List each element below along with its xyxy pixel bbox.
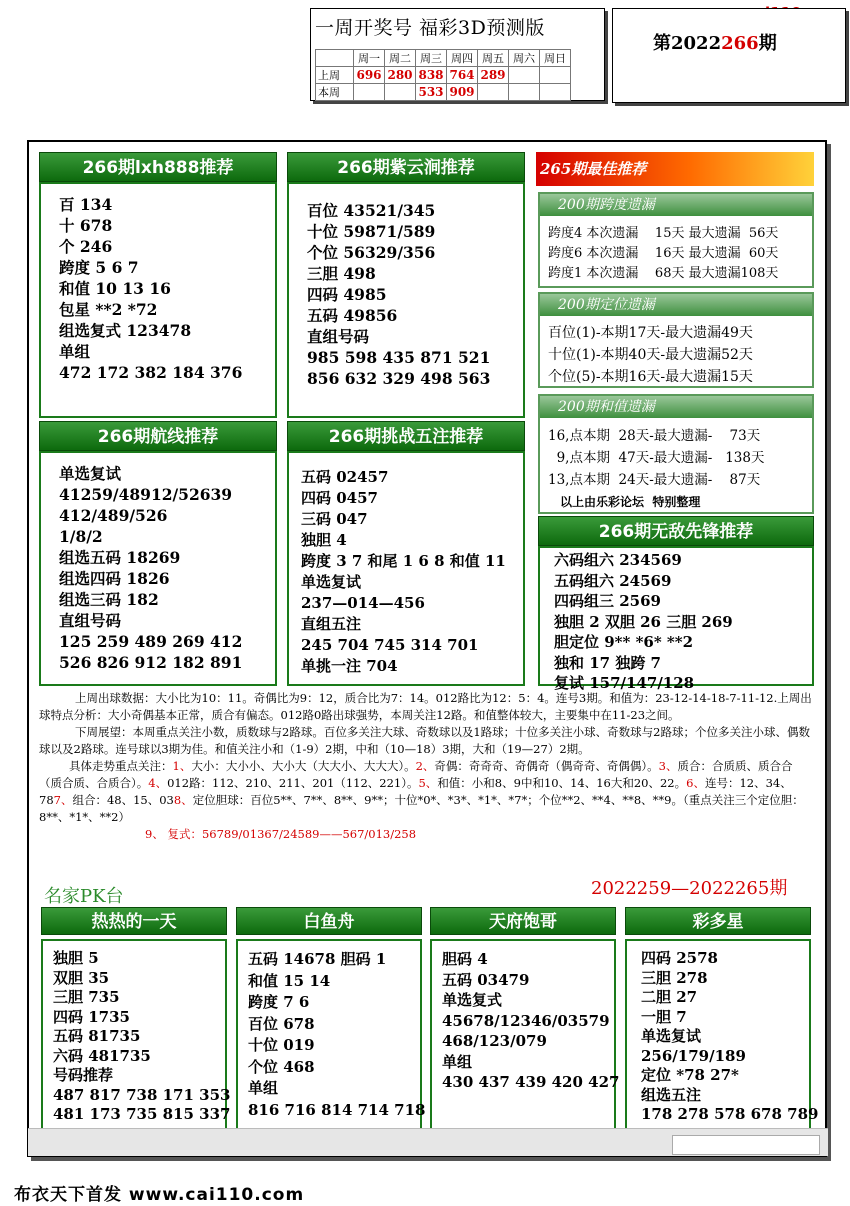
panel-hangxian [39,421,277,686]
notes-number: 3、 [658,759,678,773]
list-item: 816 716 814 714 718 [248,1100,426,1119]
pk-card-1 [41,907,231,1139]
list-item: 胆码 4 [442,950,488,968]
draw-cell: 696 [354,67,385,84]
panel-body [39,182,277,418]
list-item: 跨度 5 6 7 [59,258,139,277]
pk-card-3 [430,907,620,1139]
issue-number [653,29,777,55]
panel-title: 266期无敌先锋推荐 [538,516,814,546]
pk-section-title: 名家PK台 [44,886,124,907]
list-item: 五码 49856 [307,306,398,325]
list-item: 178 278 578 678 789 [641,1105,819,1123]
list-item: 组选四码 1826 [59,569,170,588]
source-note: 以上由乐彩论坛 特别整理 [560,495,701,509]
day-header: 周五 [478,50,509,67]
pk-card-lines [248,949,425,1121]
row-label: 上周 [316,67,354,84]
panel-lines [554,550,733,694]
list-item: 472 172 382 184 376 [59,363,243,382]
notes-paragraph-1: 上周出球数据：大小比为10：11。奇偶比为9：12，质合比为7：14。012路比为12：5：4。连号3期。和值为：23-12-14-18-7-11-12.上周出球特点分析：大小奇偶基本正常，质合有偏态。012路0路出球强势，本周关注12路。和值整体较大，主要集中在11-23之间。 [39,691,812,722]
notes-number: 8、 [173,793,193,807]
draw-cell: 764 [447,67,478,84]
list-item: 125 259 489 269 412 [59,632,243,651]
footer-text: 布衣天下首发 www.cai110.com [14,1185,305,1205]
pk-card-body [236,939,426,1139]
list-item: 单选复试 [59,464,122,483]
weekly-draw-table [315,49,571,101]
panel-lines [59,463,242,673]
list-item: 468/123/079 [442,1032,547,1050]
list-item: 十位 59871/589 [307,222,436,241]
list-item: 1/8/2 [59,527,103,546]
pk-card-title: 彩多星 [625,907,811,935]
list-item: 41259/48912/52639 [59,485,233,504]
notes-number: 5、 [418,776,438,790]
list-item: 481 173 735 815 337 [53,1105,231,1123]
list-item: 985 598 435 871 521 [307,348,491,367]
notes-text: 012路：112、210、211、201（112、221）。 [167,776,419,790]
panel-lines [307,200,490,389]
notes-number: 7、 [53,793,73,807]
draw-cell [540,84,571,101]
panel-body [287,182,525,418]
list-item: 单组 [442,1052,473,1071]
list-item: 复试 157/147/128 [554,674,695,692]
list-item: 组选复式 123478 [59,321,192,340]
list-item: 直组五注 [301,615,362,633]
table-header-row [316,50,571,67]
list-item: 独胆 4 [301,531,347,549]
list-item: 独和 17 独跨 7 [554,653,661,672]
list-item: 二胆 27 [641,988,698,1006]
list-item: 组选五码 18269 [59,548,181,567]
pk-card-body [430,939,620,1139]
dingwei-missing-title: 200期定位遗漏 [540,294,812,316]
pk-card-title: 热热的一天 [41,907,227,935]
notes-number: 6、 [686,776,705,790]
issue-num: 266 [721,33,759,54]
draw-cell: 838 [416,67,447,84]
panel-lines [301,467,506,677]
list-item: 个 246 [59,237,113,256]
panel-title: 266期lxh888推荐 [39,152,277,182]
day-header: 周四 [447,50,478,67]
list-item: 430 437 439 420 427 [442,1073,620,1091]
list-item: 十 678 [59,216,113,235]
best-recommend-title: 265期最佳推荐 [536,152,814,186]
list-item: 胆定位 9** *6* **2 [554,633,694,651]
list-item: 百位 43521/345 [307,201,436,220]
list-item: 五码 03479 [442,970,530,989]
list-item: 和值 10 13 16 [59,279,171,298]
table-row [316,67,571,84]
notes-text: 奇偶：奇奇奇、奇偶奇（偶奇奇、奇偶偶）。 [434,759,659,773]
hezhi-missing-title: 200期和值遗漏 [540,396,812,418]
pk-card-body [625,939,819,1139]
kuadu-missing-title: 200期跨度遗漏 [540,194,812,216]
day-header: 周二 [385,50,416,67]
list-item: 三胆 278 [641,968,708,987]
list-item: 个位 56329/356 [307,243,436,262]
pk-card-body [41,939,231,1139]
list-item: 单选复式 [442,991,503,1009]
list-item: 526 826 912 182 891 [59,653,243,672]
list-item: 六码组六 234569 [554,551,682,569]
list-item: 四码 4985 [307,285,387,304]
list-item: 单挑一注 704 [301,657,398,675]
list-item: 组选三码 182 [59,590,159,609]
issue-suffix: 期 [758,33,777,54]
day-header: 周日 [540,50,571,67]
list-item: 百位 678 [248,1014,315,1033]
notes-paragraph-2: 下周展望：本周重点关注小数，质数球与2路球。百位多关注大球、奇数球以及1路球；十位多关注小球、奇数球与2路球；个位多关注小球、偶数球以及2路球。连号球以3期为佳。和值关注小和（1-9）2期，中和（10—18）3期，大和（19—27）2期。 [39,725,810,756]
list-item: 256/179/189 [641,1046,746,1065]
list-item: 487 817 738 171 353 [53,1085,231,1104]
list-item: 三胆 498 [307,264,376,283]
list-item: 十位 019 [248,1036,315,1054]
panel-tiaozhan [287,421,525,686]
list-item: 个位(5)-本期16天-最大遗漏15天 [548,369,753,385]
pk-card-4 [625,907,819,1139]
panel-title: 266期挑战五注推荐 [287,421,525,451]
list-item: 独胆 2 双胆 26 三胆 269 [554,612,733,631]
list-item: 跨度 3 7 和尾 1 6 8 和值 11 [301,552,506,570]
list-item: 单组 [59,342,91,361]
pk-card-title: 白鱼舟 [236,907,422,935]
list-item: 四码 1735 [53,1007,130,1026]
dingwei-missing-box [538,292,814,388]
bottom-box [672,1135,820,1155]
notes-text: 和值：小和8、9中和10、14、16大和20、22。 [437,776,687,790]
panel-body [39,451,277,686]
list-item: 直组号码 [59,611,122,630]
list-item: 跨度4 本次遗漏 15天 最大遗漏 56天 [548,226,779,241]
draw-cell: 533 [416,84,447,101]
table-cell [316,50,354,67]
list-item: 个位 468 [248,1057,315,1076]
draw-cell: 289 [478,67,509,84]
panel-ziyun [287,152,525,418]
panel-lines [59,194,242,383]
list-item: 237—014—456 [301,594,425,612]
list-item: 9,点本期 47天-最大遗漏- 138天 [548,450,765,466]
kuadu-missing-box [538,192,814,288]
list-item: 和值 15 14 [248,971,331,990]
list-item: 组选五注 [641,1085,702,1104]
day-header: 周一 [354,50,385,67]
table-row [316,84,571,101]
list-item: 独胆 5 [53,949,99,967]
analysis-notes [39,690,814,843]
pk-card-lines [442,949,619,1093]
draw-cell: 280 [385,67,416,84]
notes-paragraph-4: 9、 复式：56789/01367/24589——567/013/258 [145,827,417,841]
draw-cell [385,84,416,101]
panel-wudi [538,516,814,692]
pk-card-lines [53,949,230,1125]
list-item: 单组 [248,1079,279,1097]
list-item: 45678/12346/03579 [442,1011,610,1030]
list-item: 包星 **2 *72 [59,300,158,319]
issue-number-box [612,8,846,103]
draw-cell [540,67,571,84]
draw-cell: 909 [447,84,478,101]
notes-paragraph-3 [39,758,814,826]
notes-text: 组合：48、15、03 [72,793,174,807]
day-header: 周六 [509,50,540,67]
list-item: 三胆 735 [53,988,120,1006]
day-header: 周三 [416,50,447,67]
list-item: 跨度1 本次遗漏 68天 最大遗漏108天 [548,266,779,281]
list-item: 百 134 [59,195,113,214]
panel-title: 266期航线推荐 [39,421,277,451]
weekly-draw-box [310,8,605,101]
row-label: 本周 [316,84,354,101]
list-item: 五码 02457 [301,468,389,486]
notes-text: 具体走势重点关注： [69,759,173,773]
draw-cell [509,84,540,101]
panel-body [538,546,814,692]
list-item: 四码 0457 [301,489,378,507]
list-item: 五码 81735 [53,1027,141,1045]
notes-text: 大小：大小小、大小大（大大小、大大大）。 [191,759,416,773]
notes-number: 2、 [415,759,435,773]
pk-card-lines [641,949,818,1125]
list-item: 一胆 7 [641,1007,687,1026]
draw-cell [354,84,385,101]
list-item: 定位 *78 27* [641,1066,739,1084]
list-item: 六码 481735 [53,1046,151,1065]
notes-text: 连号：12、34、78 [39,776,792,807]
weekly-draw-title: 一周开奖号 福彩3D预测版 [315,17,545,39]
list-item: 856 632 329 498 563 [307,369,491,388]
draw-cell [478,84,509,101]
list-item: 五码组六 24569 [554,571,672,590]
main-frame [27,140,827,1157]
list-item: 三码 047 [301,510,368,528]
panel-lxh888 [39,152,277,418]
list-item: 245 704 745 314 701 [301,636,479,654]
notes-text: 定位胆球：百位5**、7**、8**、9**；十位*0*、*3*、*1*、*7*；个位**2、**4、**8、**9。（重点关注三个定位胆：8**、*1*、**2） [39,793,804,824]
list-item: 412/489/526 [59,506,168,525]
list-item: 双胆 35 [53,968,110,987]
list-item: 五码 14678 胆码 1 [248,950,387,968]
draw-cell [509,67,540,84]
list-item: 16,点本期 28天-最大遗漏- 73天 [548,428,761,444]
pk-card-2 [236,907,426,1139]
list-item: 跨度 7 6 [248,993,310,1011]
list-item: 百位(1)-本期17天-最大遗漏49天 [548,325,753,341]
pk-card-title: 天府饱哥 [430,907,616,935]
notes-text: 质合：合质质、质合合（质合质、合质合）。 [39,759,793,790]
notes-number: 4、 [148,776,168,790]
list-item: 单选复试 [641,1027,702,1045]
pk-period-range: 2022259—2022265期 [591,878,788,899]
notes-number: 1、 [172,759,192,773]
panel-body [287,451,525,686]
list-item: 四码 2578 [641,949,718,967]
panel-title: 266期紫云涧推荐 [287,152,525,182]
list-item: 跨度6 本次遗漏 16天 最大遗漏 60天 [548,246,779,261]
list-item: 直组号码 [307,327,370,346]
issue-prefix: 第2022 [653,33,722,54]
list-item: 单选复试 [301,573,362,591]
list-item: 号码推荐 [53,1066,114,1084]
list-item: 十位(1)-本期40天-最大遗漏52天 [548,347,753,363]
list-item: 13,点本期 24天-最大遗漏- 87天 [548,472,761,488]
list-item: 四码组三 2569 [554,592,661,610]
hezhi-missing-box [538,394,814,514]
